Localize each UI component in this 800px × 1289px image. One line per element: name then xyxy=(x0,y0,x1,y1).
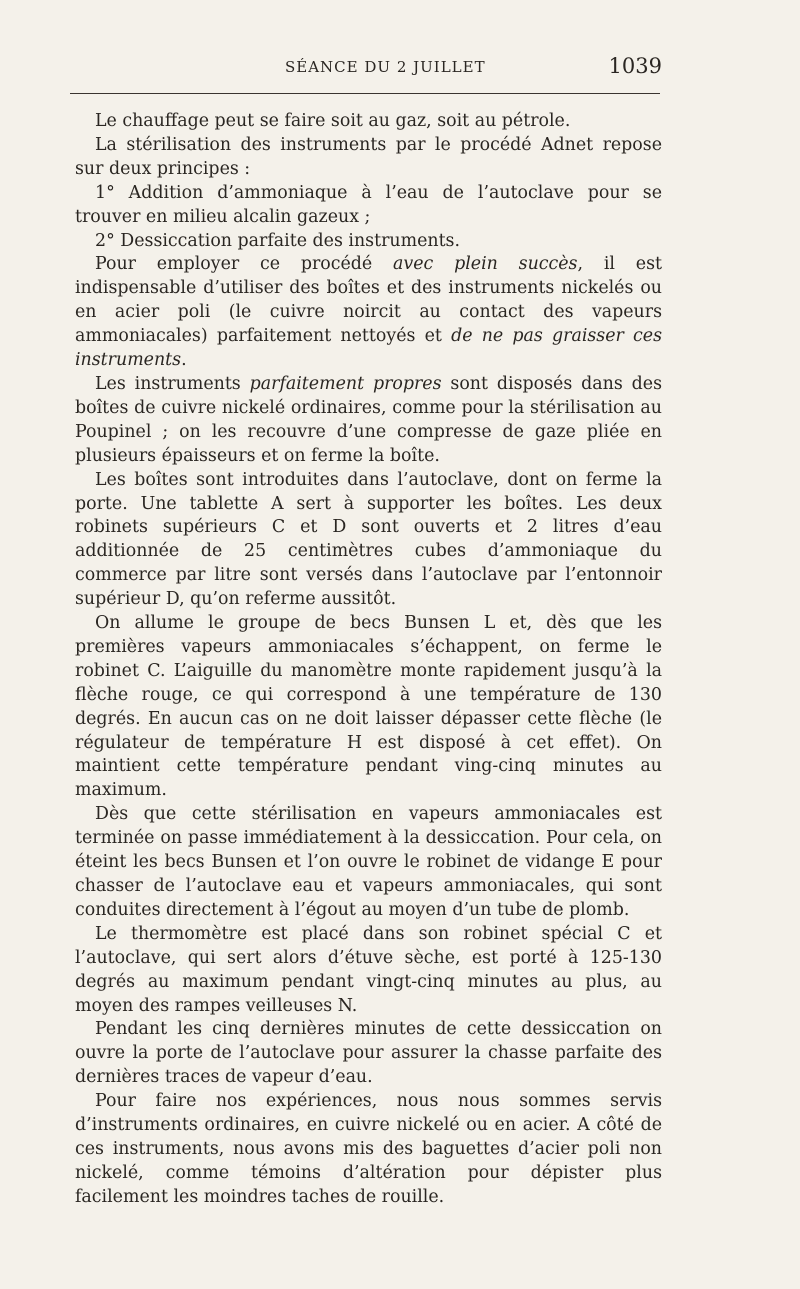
italic-phrase: de ne pas graisser ces instruments xyxy=(75,326,662,371)
italic-phrase: avec plein succès xyxy=(393,254,578,275)
paragraph: Dès que cette stérilisation en vapeurs ammoniacales est terminée on passe immédiatement à la dessiccation. Pour cela, on éteint les becs Bunsen et l’on ouvre le robinet de vidange E pour chasser de l’autoclave eau et vapeurs ammoniacales, qui sont conduites directement à l’égout au moyen d’un tube de plomb. xyxy=(75,804,662,920)
paragraph: Pour faire nos expériences, nous nous sommes servis d’instruments ordinaires, en cuivre nickelé ou en acier. A côté de ces instruments, nous avons mis des baguettes d’acier poli non nickelé, comme témoins d’altération pour dépister plus facilement les moindres taches de rouille. xyxy=(75,1091,662,1207)
header-title: SÉANCE DU 2 JUILLET xyxy=(285,58,486,76)
italic-phrase: parfaitement propres xyxy=(249,373,442,394)
paragraph: Pendant les cinq dernières minutes de cette dessiccation on ouvre la porte de l’autoclave pour assurer la chasse parfaite des dernières traces de vapeur d’eau. xyxy=(75,1019,662,1088)
paragraph: On allume le groupe de becs Bunsen L et, dès que les premières vapeurs ammoniacales s’échappent, on ferme le robinet C. L’aiguille du manomètre monte rapidement jusqu’à la flèche rouge, ce qui correspond à une température de 130 degrés. En aucun cas on ne doit laisser dépasser cette flèche (le régulateur de température H est disposé à cet effet). On maintient cette température pendant ving-cinq minutes au maximum. xyxy=(75,613,662,801)
paragraph: Les instruments parfaitement propres sont disposés dans des boîtes de cuivre nickelé ordinaires, comme pour la stérilisation au Poupinel ; on les recouvre d’une compresse de gaze pliée en plusieurs épaisseurs et on ferme la boîte. xyxy=(75,373,662,466)
body-text xyxy=(75,110,662,1210)
header-rule xyxy=(70,93,660,94)
running-header xyxy=(75,52,670,82)
paragraph: Le thermomètre est placé dans son robinet spécial C et l’autoclave, qui sert alors d’étuve sèche, est porté à 125-130 degrés au maximum pendant vingt-cinq minutes au plus, au moyen des rampes veilleuses N. xyxy=(75,923,662,1016)
paragraph: 1° Addition d’ammoniaque à l’eau de l’autoclave pour se trouver en milieu alcalin gazeux ; xyxy=(75,182,662,227)
paragraph: Le chauffage peut se faire soit au gaz, soit au pétrole. xyxy=(95,111,571,131)
paragraph: La stérilisation des instruments par le procédé Adnet repose sur deux principes : xyxy=(75,134,662,179)
paragraph: Pour employer ce procédé avec plein succès, il est indispensable d’utiliser des boîtes et des instruments nickelés ou en acier poli (le cuivre noircit au contact des vapeurs ammoniacales) parfaitement nettoyés et de ne pas graisser ces instruments. xyxy=(75,254,662,371)
paragraph: 2° Dessiccation parfaite des instruments. xyxy=(95,230,461,251)
page-number: 1039 xyxy=(608,54,662,78)
paragraph: Les boîtes sont introduites dans l’autoclave, dont on ferme la porte. Une tablette A sert à supporter les boîtes. Les deux robinets supérieurs C et D sont ouverts et 2 litres d’eau additionnée de 25 centimètres cubes d’ammoniaque du commerce par litre sont versés dans l’autoclave par l’entonnoir supérieur D, qu’on referme aussitôt. xyxy=(75,469,662,610)
